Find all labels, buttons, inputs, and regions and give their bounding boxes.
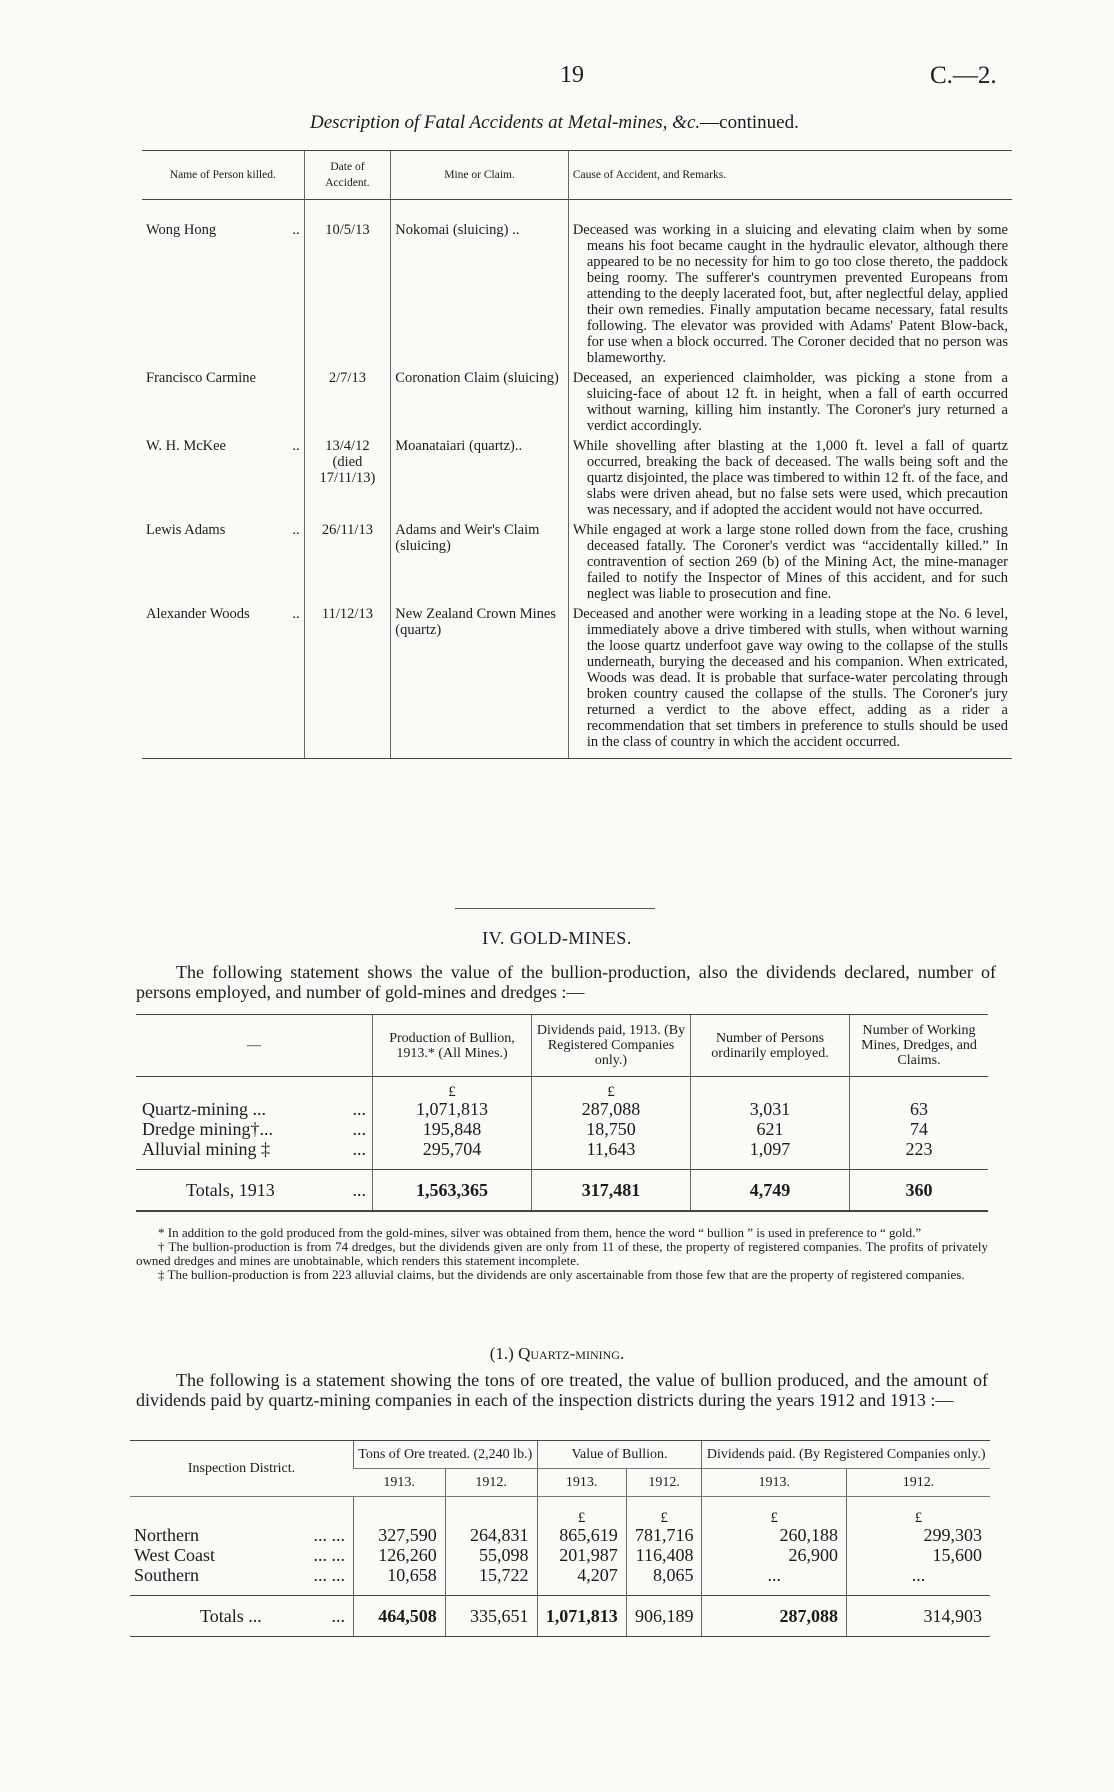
year-header: 1913. xyxy=(354,1469,446,1497)
cell-persons: 621 xyxy=(691,1119,850,1139)
document-reference: C.—2. xyxy=(930,62,997,89)
cell-div-1912: 299,303 xyxy=(846,1525,990,1545)
total-value-1912: 906,189 xyxy=(626,1596,702,1637)
year-header: 1912. xyxy=(846,1469,990,1497)
currency-symbol: £ xyxy=(537,1497,626,1526)
currency-symbol: £ xyxy=(702,1497,846,1526)
cell-dividends: 287,088 xyxy=(532,1099,691,1119)
table-row xyxy=(142,436,1012,520)
table-row xyxy=(136,1139,988,1159)
cell-persons: 3,031 xyxy=(691,1099,850,1119)
mine-name: Moanataiari (quartz).. xyxy=(391,436,569,520)
person-name: Lewis Adams .. xyxy=(146,522,300,538)
cell-production: 295,704 xyxy=(373,1139,532,1159)
table-header-row xyxy=(136,1015,988,1077)
mine-name: Adams and Weir's Claim (sluicing) xyxy=(391,520,569,604)
table-row xyxy=(142,520,1012,604)
column-header: Number of Persons ordinarily employed. xyxy=(691,1015,850,1077)
cell-mines: 63 xyxy=(850,1099,989,1119)
cell-div-1913: 260,188 xyxy=(702,1525,846,1545)
total-tons-1912: 335,651 xyxy=(445,1596,537,1637)
dot-leader: ... xyxy=(352,1099,366,1119)
total-dividends: 317,481 xyxy=(532,1170,691,1212)
column-header: Cause of Accident, and Remarks. xyxy=(568,151,1012,200)
title-suffix: —continued. xyxy=(700,112,799,133)
quartz-mining-table xyxy=(130,1440,990,1637)
accident-date: 13/4/12 (died 17/11/13) xyxy=(304,436,391,520)
table-row xyxy=(136,1119,988,1139)
accident-cause: Deceased, an experienced claimholder, was picking a stone from a sluicing-face of about 12 ft. in height, when a fall of earth occurred without warning, killing him instantly. The Coroner's jury returned a verdict accordingly. xyxy=(568,368,1012,436)
page-number: 19 xyxy=(560,62,584,88)
table-row xyxy=(142,200,1012,369)
cell-div-1913: 26,900 xyxy=(702,1545,846,1565)
currency-symbol: £ xyxy=(373,1077,532,1100)
total-div-1912: 314,903 xyxy=(846,1596,990,1637)
cell-div-1912: 15,600 xyxy=(846,1545,990,1565)
total-mines: 360 xyxy=(850,1170,989,1212)
accident-cause: Deceased was working in a sluicing and elevating claim when by some means his foot became caught in the hydraulic elevator, although there appeared to be no necessity for him to go too close thereto, the paddock being roomy. The sufferer's countrymen prevented Europeans from attending to the deeply lacerated foot, but, after neglectful delay, applied their own remedies. Finally amputation became necessary, fatal results following. The elevator was provided with Adams' Patent Blow-back, for use when a block occurred. The Coroner decided that no person was blameworthy. xyxy=(568,200,1012,369)
column-header: Mine or Claim. xyxy=(391,151,569,200)
cell-tons-1913: 126,260 xyxy=(354,1545,446,1565)
accident-cause: While shovelling after blasting at the 1,000 ft. level a fall of quartz occurred, breaking the back of deceased. The walls being soft and the quartz disjointed, the place was timbered to within 12 ft. of the face, and slabs were driven ahead, but no false sets were used, which precaution was necessary, and if adopted the accident would not have occurred. xyxy=(568,436,1012,520)
cell-div-1913: ... xyxy=(702,1565,846,1585)
accident-date: 26/11/13 xyxy=(304,520,391,604)
district-name: West Coast ... ... xyxy=(134,1545,345,1565)
cell-tons-1912: 55,098 xyxy=(445,1545,537,1565)
person-name: Francisco Carmine xyxy=(146,370,256,386)
year-header: 1913. xyxy=(702,1469,846,1497)
subsection-title: (1.) Quartz-mining. xyxy=(489,1344,625,1363)
footnotes xyxy=(136,1226,988,1282)
table-row xyxy=(142,368,1012,436)
currency-symbol: £ xyxy=(532,1077,691,1100)
column-header: Dividends paid, 1913. (By Registered Companies only.) xyxy=(532,1015,691,1077)
cell-value-1913: 865,619 xyxy=(537,1525,626,1545)
table-header-row xyxy=(130,1441,990,1469)
accident-cause: Deceased and another were working in a leading stope at the No. 6 level, immediately above a drive timbered with stulls, when without warning the loose quartz underfoot gave way owing to the collapse of the stulls underneath, burying the deceased and his companion. When extricated, Woods was dead. It is probable that surface-water percolating through broken country caused the collapse of the stulls. The Coroner's jury returned a verdict to the above effect, adding as a rider a recommendation that set timbers in preference to stulls should be used in the class of country in which the accident occurred. xyxy=(568,604,1012,759)
quartz-mining-intro: The following is a statement showing the tons of ore treated, the value of bullion produced, and the amount of dividends paid by quartz-mining companies in each of the inspection districts during the years 1912 and 1913 :— xyxy=(136,1370,988,1410)
total-value-1913: 1,071,813 xyxy=(537,1596,626,1637)
total-production: 1,563,365 xyxy=(373,1170,532,1212)
gold-mines-intro: The following statement shows the value of the bullion-production, also the dividends declared, number of persons employed, and number of gold-mines and dredges :— xyxy=(136,962,996,1002)
section-title: IV. GOLD-MINES. xyxy=(482,928,632,948)
year-header: 1913. xyxy=(537,1469,626,1497)
row-label: Quartz-mining ... xyxy=(142,1099,266,1119)
cell-mines: 74 xyxy=(850,1119,989,1139)
cell-persons: 1,097 xyxy=(691,1139,850,1159)
table-row xyxy=(136,1099,988,1119)
totals-label: Totals ... ... xyxy=(130,1596,354,1637)
title-italic: Description of Fatal Accidents at Metal-mines, &c. xyxy=(310,112,701,133)
column-header: Inspection District. xyxy=(130,1441,354,1497)
accident-date: 10/5/13 xyxy=(304,200,391,369)
cell-dividends: 11,643 xyxy=(532,1139,691,1159)
column-header: Dividends paid. (By Registered Companies only.) xyxy=(702,1441,990,1469)
section-divider xyxy=(455,908,655,909)
fatal-accidents-table xyxy=(142,150,1012,759)
accident-date: 2/7/13 xyxy=(304,368,391,436)
table-row xyxy=(130,1565,990,1585)
cell-value-1913: 4,207 xyxy=(537,1565,626,1585)
table-row xyxy=(130,1545,990,1565)
accident-cause: While engaged at work a large stone rolled down from the face, crushing deceased fatally. The Coroner's verdict was “accidentally killed.” In contravention of section 269 (b) of the Mining Act, the mine-manager failed to notify the Inspector of Mines of this accident, and for such neglect was liable to prosecution and fine. xyxy=(568,520,1012,604)
dot-leader: ... xyxy=(352,1139,366,1159)
column-header: Value of Bullion. xyxy=(537,1441,702,1469)
total-tons-1913: 464,508 xyxy=(354,1596,446,1637)
currency-symbol: £ xyxy=(846,1497,990,1526)
person-name: Alexander Woods .. xyxy=(142,604,304,759)
cell-production: 195,848 xyxy=(373,1119,532,1139)
district-name: Southern ... ... xyxy=(134,1565,345,1585)
cell-tons-1913: 327,590 xyxy=(354,1525,446,1545)
dot-leader: ... xyxy=(352,1119,366,1139)
cell-dividends: 18,750 xyxy=(532,1119,691,1139)
cell-mines: 223 xyxy=(850,1139,989,1159)
cell-tons-1913: 10,658 xyxy=(354,1565,446,1585)
table-row xyxy=(130,1525,990,1545)
column-header: Number of Working Mines, Dredges, and Claims. xyxy=(850,1015,989,1077)
cell-tons-1912: 15,722 xyxy=(445,1565,537,1585)
dot-leader: ... xyxy=(310,1170,373,1212)
mine-name: Coronation Claim (sluicing) xyxy=(391,368,569,436)
year-header: 1912. xyxy=(445,1469,537,1497)
total-div-1913: 287,088 xyxy=(702,1596,846,1637)
currency-row xyxy=(130,1497,990,1526)
cell-tons-1912: 264,831 xyxy=(445,1525,537,1545)
gold-mines-table xyxy=(136,1014,988,1212)
cell-value-1912: 781,716 xyxy=(626,1525,702,1545)
totals-row xyxy=(130,1596,990,1637)
column-header: Date of Accident. xyxy=(304,151,391,200)
column-header: — xyxy=(136,1015,373,1077)
totals-row xyxy=(136,1170,988,1212)
mine-name: Nokomai (sluicing) .. xyxy=(391,200,569,369)
row-label: Dredge mining†... xyxy=(142,1119,273,1139)
column-header: Production of Bullion, 1913.* (All Mines.) xyxy=(373,1015,532,1077)
cell-value-1912: 116,408 xyxy=(626,1545,702,1565)
footnote: † The bullion-production is from 74 dredges, but the dividends given are only from 11 of these, the property of registered companies. The profits of privately owned dredges and mines are unobtainable, which renders this statement incomplete. xyxy=(136,1239,988,1268)
table-header-row xyxy=(142,151,1012,200)
total-persons: 4,749 xyxy=(691,1170,850,1212)
table-row xyxy=(142,604,1012,759)
currency-row xyxy=(136,1077,988,1100)
column-header: Tons of Ore treated. (2,240 lb.) xyxy=(354,1441,538,1469)
row-label: Alluvial mining ‡ xyxy=(142,1139,270,1159)
cell-value-1913: 201,987 xyxy=(537,1545,626,1565)
person-name: Wong Hong .. xyxy=(146,222,300,238)
cell-production: 1,071,813 xyxy=(373,1099,532,1119)
mine-name: New Zealand Crown Mines (quartz) xyxy=(391,604,569,759)
page-title xyxy=(310,112,799,134)
cell-value-1912: 8,065 xyxy=(626,1565,702,1585)
district-name: Northern ... ... xyxy=(134,1525,345,1545)
person-name: W. H. McKee .. xyxy=(146,438,300,454)
totals-label: Totals, 1913 xyxy=(136,1170,310,1212)
accident-date: 11/12/13 xyxy=(304,604,391,759)
cell-div-1912: ... xyxy=(846,1565,990,1585)
footnote: ‡ The bullion-production is from 223 alluvial claims, but the dividends are only ascertainable from those few that are the property of registered companies. xyxy=(158,1267,965,1282)
currency-symbol: £ xyxy=(626,1497,702,1526)
year-header: 1912. xyxy=(626,1469,702,1497)
column-header: Name of Person killed. xyxy=(142,151,304,200)
footnote: * In addition to the gold produced from the gold-mines, silver was obtained from them, hence the word “ bullion ” is used in preference to “ gold.” xyxy=(158,1225,922,1240)
